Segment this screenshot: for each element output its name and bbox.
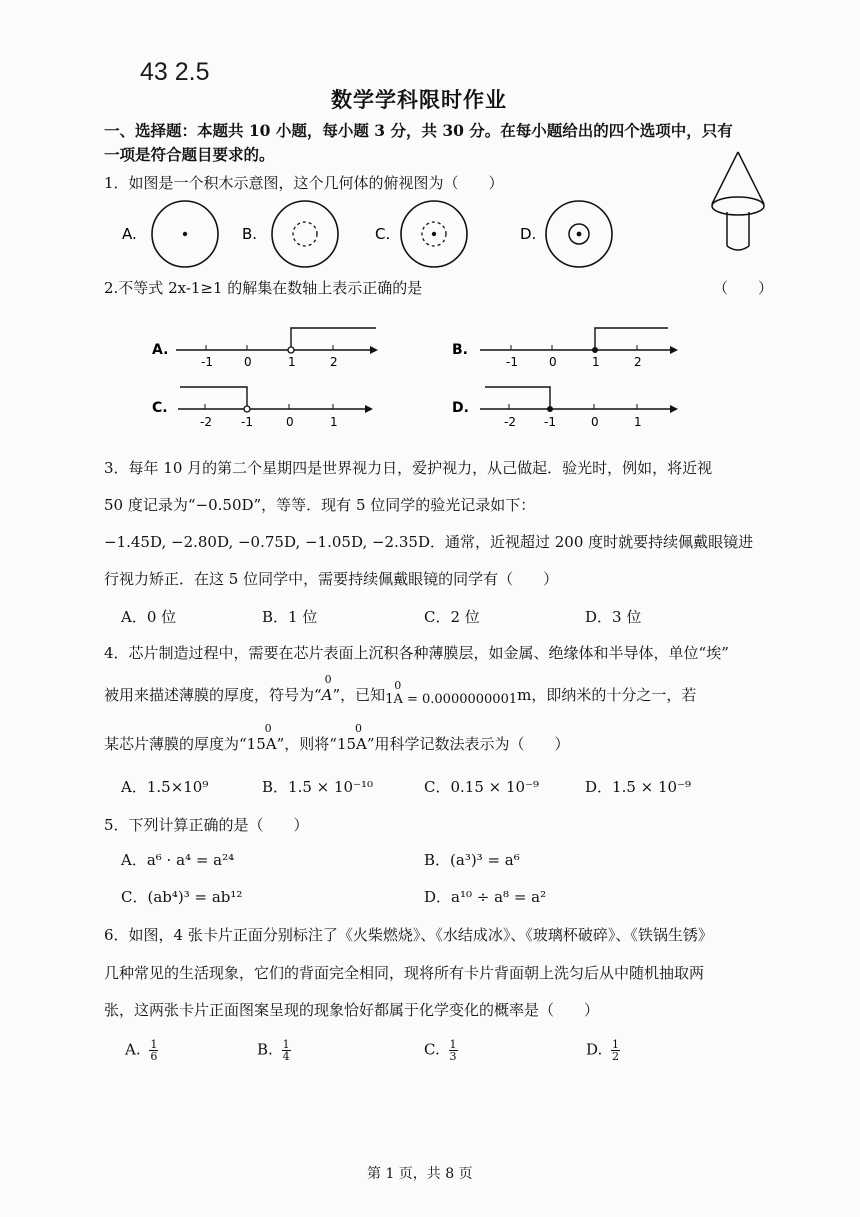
q3-option-b: B．1 位 <box>262 608 318 626</box>
q4-thickness-text-2: 15A <box>336 735 367 753</box>
q4-line2-part2: ”，已知 <box>332 686 386 704</box>
q4-option-c: C．0.15 × 10⁻⁹ <box>424 778 539 796</box>
q1-b-dashed-circle <box>293 222 317 246</box>
q2-d-tick-3: 0 <box>591 415 599 429</box>
question-4-line1: 4．芯片制造过程中，需要在芯片表面上沉积各种薄膜层，如金属、绝缘体和半导体，单位“埃” <box>104 644 729 662</box>
q2-d-tick-4: 1 <box>634 415 642 429</box>
q4-line2-part1: 被用来描述薄膜的厚度，符号为“ <box>104 686 322 704</box>
q4-thickness-ring-2: 0 <box>354 722 362 735</box>
q2-d-solution-ray <box>485 387 550 409</box>
q2-b-closed-point <box>592 347 598 353</box>
q4-eq-text: 1A = 0.0000000001 <box>385 692 518 707</box>
q4-line3-part3: ”用科学记数法表示为（ ） <box>366 735 570 753</box>
q4-line2-part3: m，即纳米的十分之一，若 <box>517 686 697 704</box>
q1-option-b-label: B. <box>242 225 258 243</box>
q1-b-outer-circle <box>272 201 338 267</box>
question-1-text: 1．如图是一个积木示意图，这个几何体的俯视图为（ ） <box>104 174 504 192</box>
page-title: 数学学科限时作业 <box>331 87 507 112</box>
question-3-line3: −1.45D, −2.80D, −0.75D, −1.05D, −2.35D．通常，近视超过 200 度时就要持续佩戴眼镜进 <box>104 533 754 551</box>
q3-option-c: C．2 位 <box>424 608 480 626</box>
q1-option-a-label: A. <box>122 225 137 243</box>
q2-b-tick-2: 0 <box>549 355 557 369</box>
q4-line3-part2: ”，则将“ <box>276 735 337 753</box>
q1-d-center-dot <box>577 232 582 237</box>
section-heading-line2: 一项是符合题目要求的。 <box>104 145 275 164</box>
q6-option-a <box>125 1039 158 1062</box>
q1-options-figure <box>100 195 720 275</box>
q1-c-center-dot <box>432 232 436 236</box>
angstrom-letter: A <box>321 686 333 704</box>
page-footer: 第 1 页，共 8 页 <box>367 1166 473 1182</box>
question-4-line3 <box>104 722 570 754</box>
q2-b-arrow <box>670 346 678 354</box>
q6-option-c <box>424 1039 458 1062</box>
q6-option-a-fraction <box>149 1039 158 1062</box>
question-3-line4: 行视力矫正．在这 5 位同学中，需要持续佩戴眼镜的同学有（ ） <box>104 570 559 588</box>
q4-eq-ring: 0 <box>394 679 402 692</box>
q2-c-tick-1: -2 <box>200 415 212 429</box>
q1-a-center-dot <box>183 232 187 236</box>
q6-option-b-label: B. <box>257 1040 273 1059</box>
q2-d-tick-1: -2 <box>504 415 516 429</box>
q5-option-a: A．a⁶ · a⁴ = a²⁴ <box>121 851 235 869</box>
q4-thickness-text: 15A <box>246 735 277 753</box>
q5-option-c: C．(ab⁴)³ = ab¹² <box>121 888 243 906</box>
q6-c-denominator: 3 <box>449 1050 457 1063</box>
q4-option-a: A．1.5×10⁹ <box>121 778 209 796</box>
q2-line-d-label: D. <box>452 400 469 416</box>
q2-d-tick-2: -1 <box>544 415 556 429</box>
q5-option-b: B．(a³)³ = a⁶ <box>424 851 520 869</box>
q2-a-tick-4: 2 <box>330 355 338 369</box>
q4-option-d: D．1.5 × 10⁻⁹ <box>585 778 692 796</box>
q6-option-c-fraction <box>449 1039 458 1062</box>
q2-c-open-point <box>244 406 250 412</box>
q2-a-tick-2: 0 <box>244 355 252 369</box>
q2-c-arrow <box>365 405 373 413</box>
q2-number-lines <box>140 320 700 440</box>
q2-line-c-label: C. <box>152 400 168 416</box>
angstrom-symbol <box>321 673 333 704</box>
q3-option-d: D．3 位 <box>585 608 642 626</box>
q6-option-b-fraction <box>282 1039 291 1062</box>
q2-c-tick-3: 0 <box>286 415 294 429</box>
question-6-line2: 几种常见的生活现象，它们的背面完全相同，现将所有卡片背面朝上洗匀后从中随机抽取两 <box>104 964 705 982</box>
building-block-figure <box>700 148 775 258</box>
question-5-text: 5．下列计算正确的是（ ） <box>104 816 309 834</box>
q2-d-closed-point <box>547 406 553 412</box>
q6-a-denominator: 6 <box>150 1050 158 1063</box>
q6-b-numerator: 1 <box>282 1038 290 1051</box>
q2-line-b-label: B. <box>452 342 468 358</box>
q2-a-tick-1: -1 <box>201 355 213 369</box>
q4-line3-part1: 某芯片薄膜的厚度为“ <box>104 735 247 753</box>
question-3-line2: 50 度记录为“−0.50D”，等等．现有 5 位同学的验光记录如下： <box>104 496 536 514</box>
q6-d-denominator: 2 <box>612 1050 620 1063</box>
q4-thickness-ring: 0 <box>264 722 272 735</box>
q2-b-tick-3: 1 <box>592 355 600 369</box>
q2-c-tick-2: -1 <box>241 415 253 429</box>
section-heading-line1: 一、选择题：本题共 10 小题，每小题 3 分，共 30 分。在每小题给出的四个选项中，只有 <box>104 121 733 140</box>
q2-d-arrow <box>670 405 678 413</box>
q6-b-denominator: 4 <box>282 1050 290 1063</box>
q2-b-solution-ray <box>595 328 668 350</box>
q4-known-equation <box>385 679 518 707</box>
q2-a-open-point <box>288 347 294 353</box>
q6-c-numerator: 1 <box>449 1038 457 1051</box>
q6-option-d <box>586 1039 620 1062</box>
question-2-text: 2.不等式 2x-1≥1 的解集在数轴上表示正确的是 <box>104 279 423 297</box>
q6-option-c-label: C. <box>424 1040 440 1059</box>
q2-b-tick-1: -1 <box>506 355 518 369</box>
q2-c-solution-ray <box>180 387 247 409</box>
q4-thickness-value-2 <box>336 722 367 753</box>
q2-a-tick-3: 1 <box>288 355 296 369</box>
q6-option-b <box>257 1039 291 1062</box>
handwritten-note: 43 2.5 <box>140 58 210 86</box>
q5-option-d: D．a¹⁰ ÷ a⁸ = a² <box>424 888 547 906</box>
q2-a-arrow <box>370 346 378 354</box>
q6-option-d-fraction <box>611 1039 620 1062</box>
q4-option-b: B．1.5 × 10⁻¹⁰ <box>262 778 374 796</box>
q6-option-d-label: D. <box>586 1040 603 1059</box>
question-4-line2 <box>104 673 697 707</box>
question-3-line1: 3．每年 10 月的第二个星期四是世界视力日，爱护视力，从己做起．验光时，例如，将近视 <box>104 459 713 477</box>
q3-option-a: A．0 位 <box>121 608 177 626</box>
q6-option-a-label: A. <box>125 1040 141 1059</box>
question-6-line1: 6．如图，4 张卡片正面分别标注了《火柴燃烧》、《水结成冰》、《玻璃杯破碎》、《铁锅生锈》 <box>104 926 713 944</box>
q2-b-tick-4: 2 <box>634 355 642 369</box>
q2-c-tick-4: 1 <box>330 415 338 429</box>
question-6-line3: 张，这两张卡片正面图案呈现的现象恰好都属于化学变化的概率是（ ） <box>104 1001 600 1019</box>
q6-a-numerator: 1 <box>150 1038 158 1051</box>
q1-option-d-label: D. <box>520 225 537 243</box>
q4-thickness-value <box>246 722 277 753</box>
question-2-answer-paren: （ ） <box>713 279 774 297</box>
angstrom-ring: 0 <box>324 673 332 686</box>
q6-d-numerator: 1 <box>612 1038 620 1051</box>
q1-option-c-label: C. <box>375 225 391 243</box>
q2-line-a-label: A. <box>152 342 169 358</box>
